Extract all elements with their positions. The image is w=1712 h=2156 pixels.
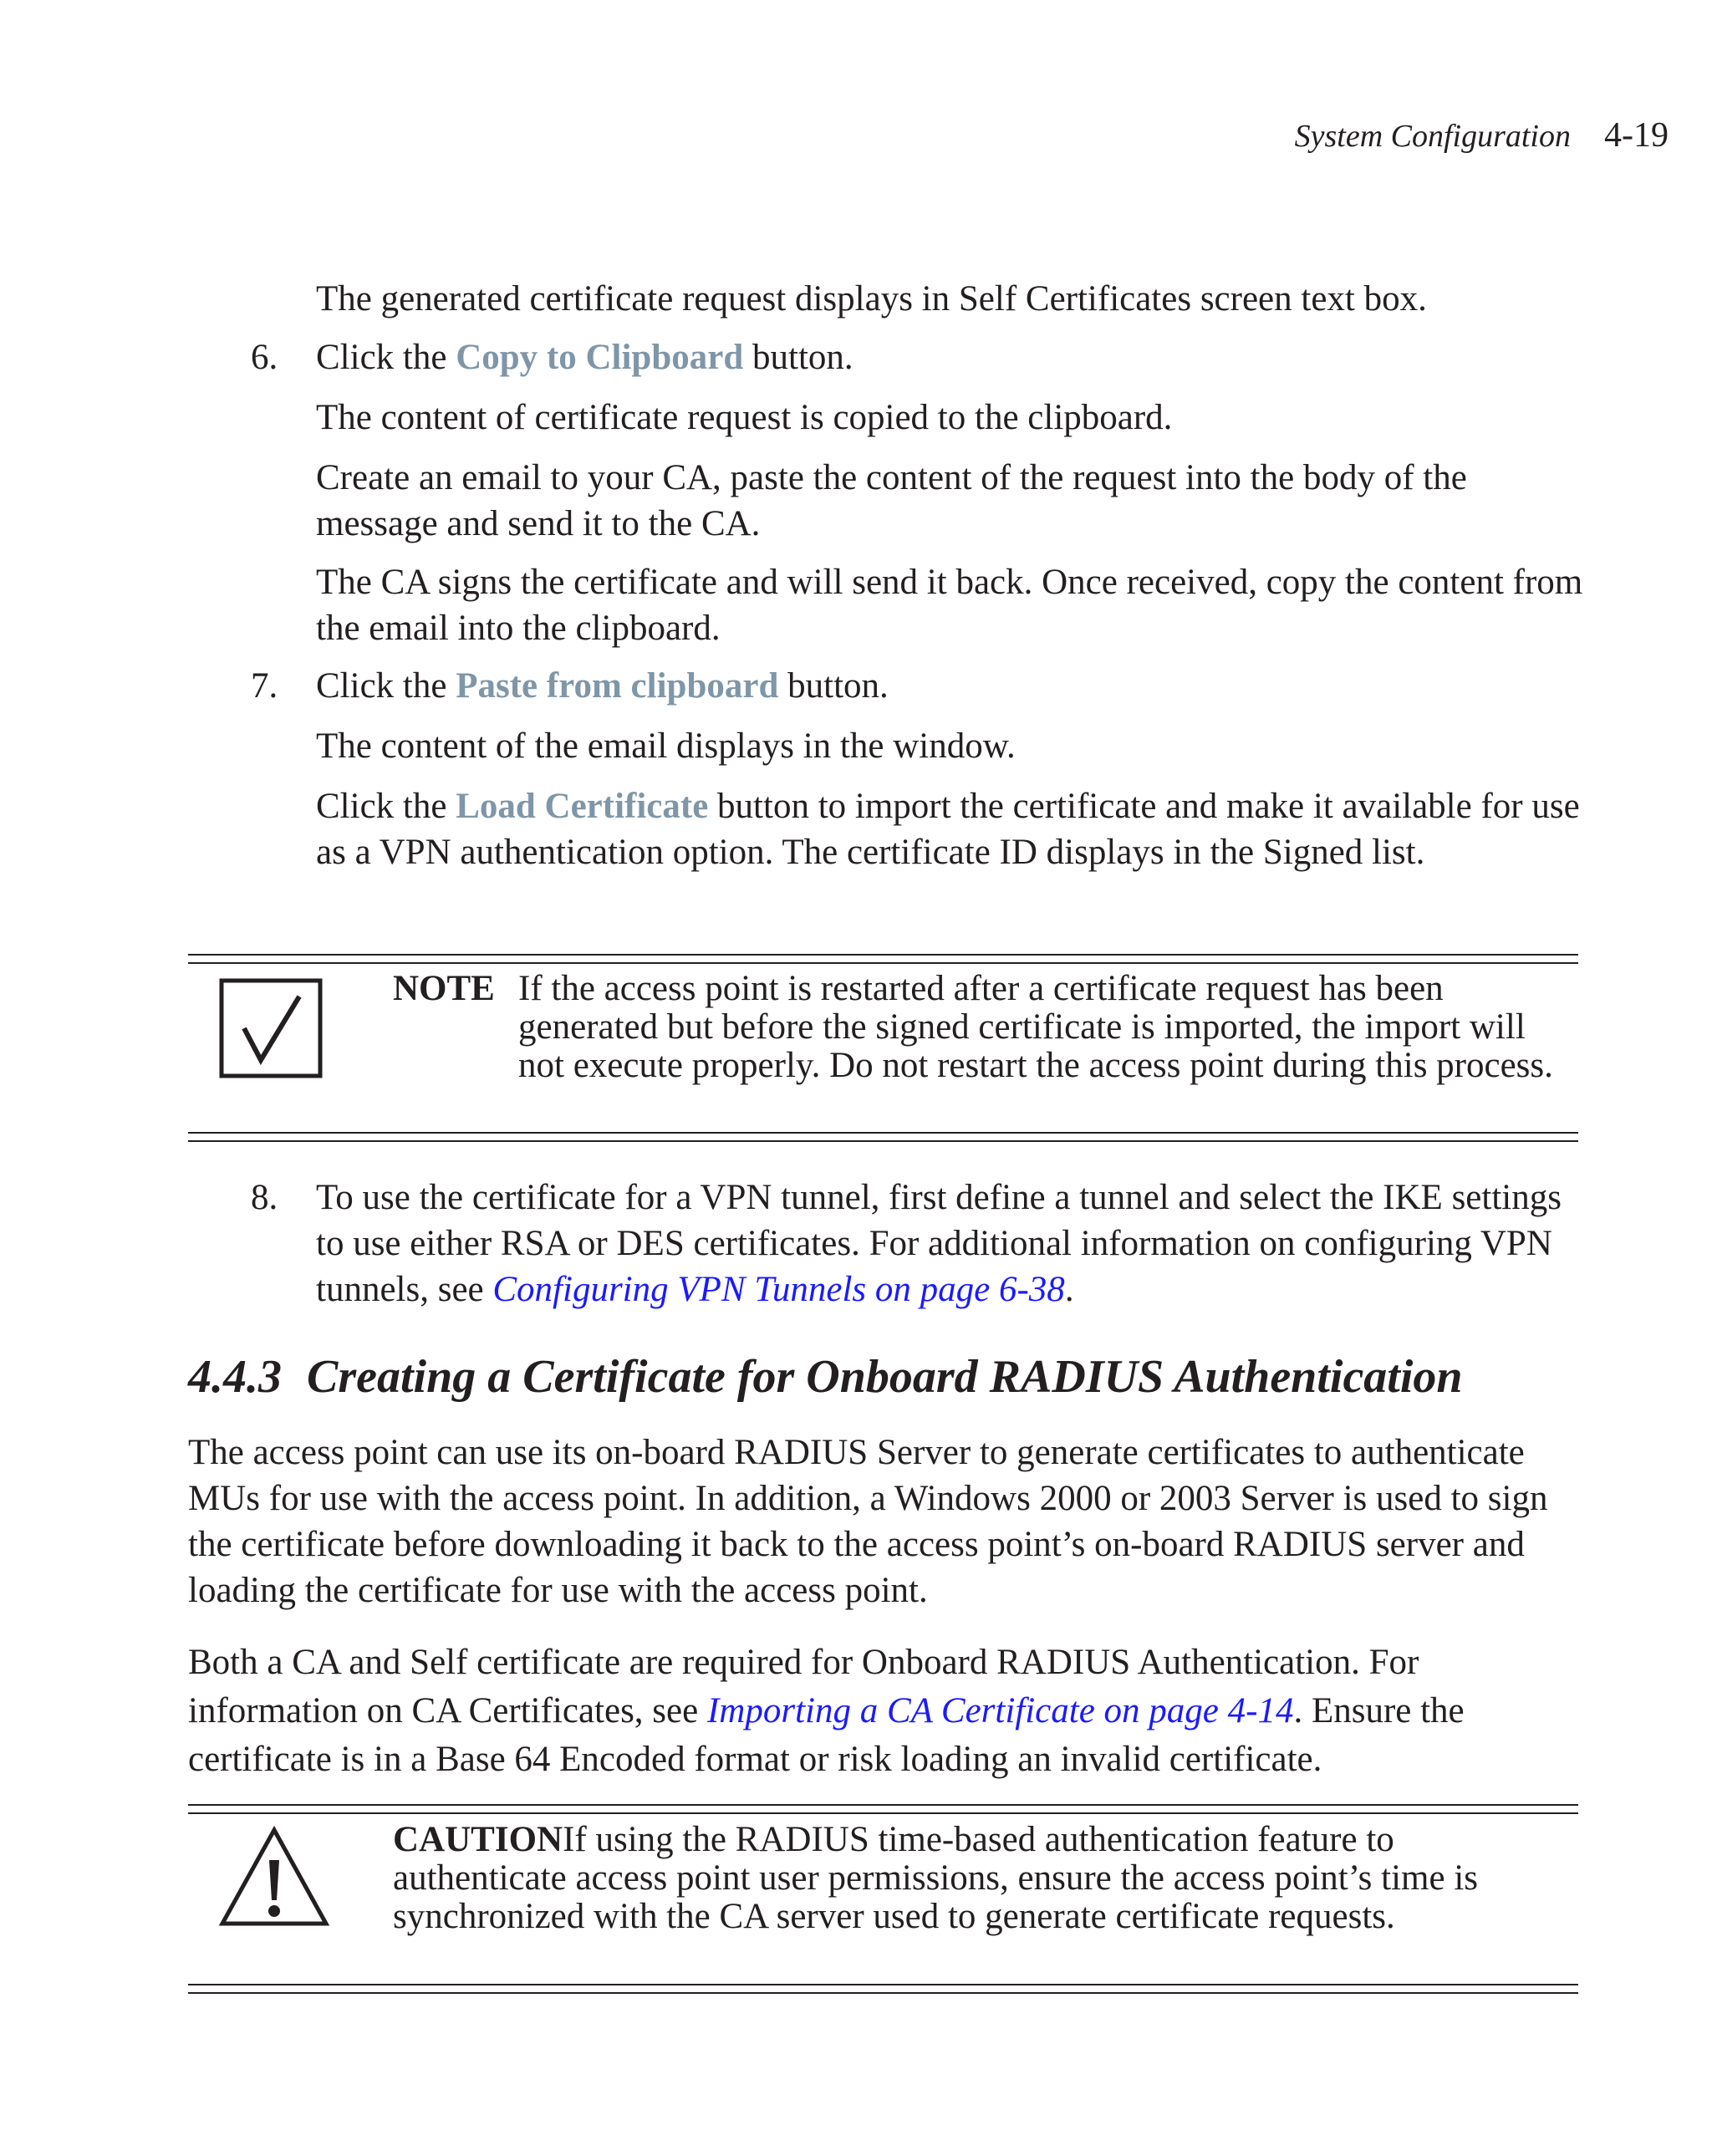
caution-rule-top-1	[188, 1804, 1578, 1806]
page-header	[1295, 115, 1669, 155]
page-number: 4-19	[1604, 116, 1669, 155]
step-6-result: The content of certificate request is copied to the clipboard.	[316, 398, 1173, 437]
caution-rule-bottom-2	[188, 1992, 1578, 1994]
body-paragraph-2: Both a CA and Self certificate are required for Onboard RADIUS Authentication. For information on CA Certificates, see Importing a CA Certificate on page 4-14. Ensure the certificate is in a Base 64 Encoded format or risk loading an invalid certificate.	[188, 1643, 1465, 1779]
load-certificate-label: Load Certificate	[456, 787, 709, 826]
section-title: Creating a Certificate for Onboard RADIUS Authentication	[307, 1351, 1463, 1403]
step-8-text: To use the certificate for a VPN tunnel, first define a tunnel and select the IKE settings to use either RSA or DES certificates. For additional information on configuring VPN tunnels, see Configuring VPN Tunnels on page 6-38.	[316, 1178, 1562, 1309]
section-number: 4.4.3	[188, 1351, 282, 1403]
note-rule-top-1	[188, 954, 1578, 956]
checkmark-box-icon	[219, 978, 323, 1078]
caution-rule-top-2	[188, 1812, 1578, 1814]
step-6-email: Create an email to your CA, paste the content of the request into the body of the message and send it to the CA.	[316, 458, 1467, 543]
step-7-load: Click the Load Certificate button to import the certificate and make it available for use as a VPN authentication option. The certificate ID displays in the Signed list.	[316, 787, 1580, 872]
configuring-vpn-tunnels-link[interactable]: Configuring VPN Tunnels on page 6-38	[492, 1270, 1065, 1309]
section-heading	[188, 1350, 1463, 1404]
body-paragraph-1: The access point can use its on-board RADIUS Server to generate certificates to authenticate MUs for use with the access point. In addition, a Windows 2000 or 2003 Server is used to sign the certificate before downloading it back to the access point’s on-board RADIUS server and loading the certificate for use with the access point.	[188, 1433, 1548, 1610]
step-number-6: 6.	[251, 338, 278, 377]
caution-rule-bottom-1	[188, 1984, 1578, 1985]
caution-label: CAUTION	[393, 1820, 563, 1859]
note-text: If the access point is restarted after a certificate request has been generated but before the signed certificate is imported, the import will not execute properly. Do not restart the access point during this process.	[518, 969, 1553, 1085]
note-rule-bottom-2	[188, 1140, 1578, 1142]
steps-intro: The generated certificate request displays in Self Certificates screen text box.	[316, 279, 1427, 319]
caution-block	[393, 1821, 1563, 1936]
step-6-text: Click the Copy to Clipboard button.	[316, 338, 853, 377]
step-number-8: 8.	[251, 1178, 278, 1217]
step-7-text: Click the Paste from clipboard button.	[316, 666, 889, 706]
step-number-7: 7.	[251, 666, 278, 706]
warning-triangle-icon	[217, 1825, 331, 1929]
paste-from-clipboard-label: Paste from clipboard	[456, 666, 779, 706]
step-7-result: The content of the email displays in the window.	[316, 726, 1016, 766]
step-6-ca-signs: The CA signs the certificate and will send it back. Once received, copy the content from the email into the clipboard.	[316, 563, 1583, 648]
note-label: NOTE	[393, 969, 495, 1008]
caution-text: If using the RADIUS time-based authentication feature to authenticate access point user permissions, ensure the access point’s time is synchronized with the CA server used to generate certificate requests.	[393, 1820, 1478, 1936]
header-section-title: System Configuration	[1294, 119, 1571, 154]
note-rule-top-2	[188, 962, 1578, 964]
importing-ca-certificate-link[interactable]: Importing a CA Certificate on page 4-14	[706, 1691, 1294, 1730]
copy-to-clipboard-label: Copy to Clipboard	[456, 338, 744, 377]
note-rule-bottom-1	[188, 1132, 1578, 1134]
